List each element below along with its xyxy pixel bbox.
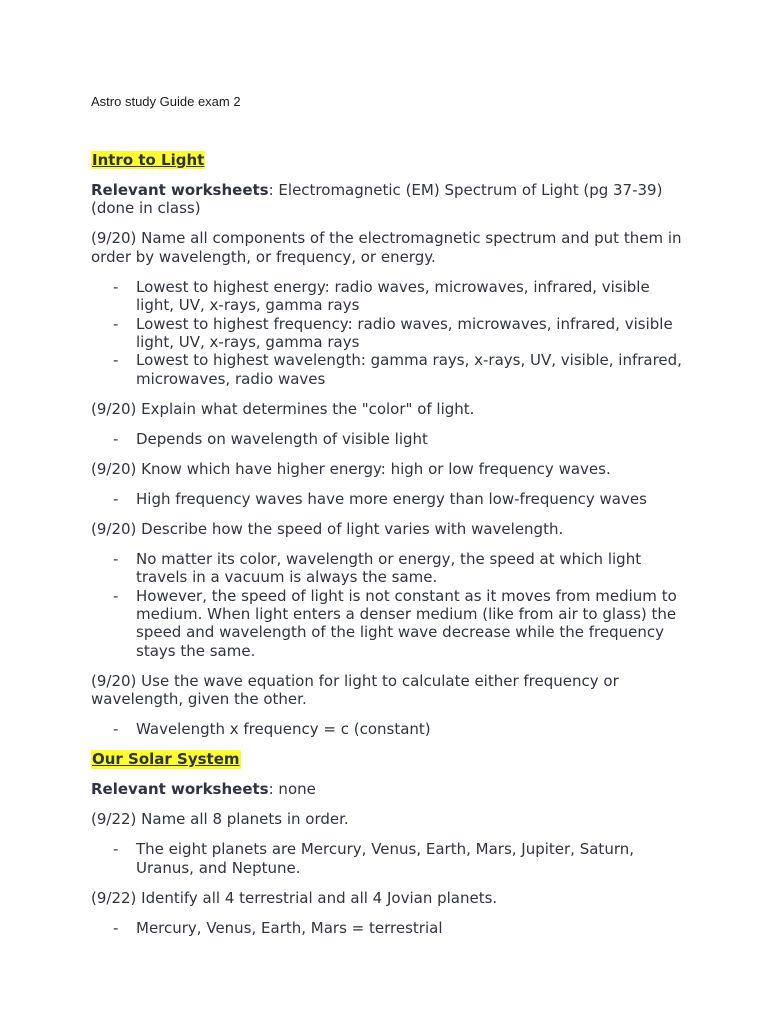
answer-item: - Lowest to highest wavelength: gamma rays, x-rays, UV, visible, infrared, microwaves, radio waves xyxy=(91,351,691,388)
worksheets-label: Relevant worksheets xyxy=(91,780,269,799)
section-heading: Our Solar System xyxy=(92,750,240,769)
answer-list xyxy=(91,278,691,388)
answer-item: - Depends on wavelength of visible light xyxy=(91,430,691,448)
answer-item: - Lowest to highest frequency: radio waves, microwaves, infrared, visible light, UV, x-rays, gamma rays xyxy=(91,315,691,352)
answer-item: - Lowest to highest energy: radio waves, microwaves, infrared, visible light, UV, x-rays, gamma rays xyxy=(91,278,691,315)
question: (9/20) Explain what determines the "color" of light. xyxy=(91,399,475,418)
answer-item: - Mercury, Venus, Earth, Mars = terrestrial xyxy=(91,919,691,937)
answer-list xyxy=(91,550,691,660)
relevant-worksheets xyxy=(91,780,691,798)
answer-item: - No matter its color, wavelength or energy, the speed at which light travels in a vacuum is always the same. xyxy=(91,550,691,587)
worksheets-value: : Electromagnetic (EM) Spectrum of Light (pg 37-39) (done in class) xyxy=(91,181,663,218)
question: (9/20) Know which have higher energy: high or low frequency waves. xyxy=(91,459,611,478)
answer-list xyxy=(91,430,691,448)
worksheets-label: Relevant worksheets xyxy=(91,181,269,199)
document-content xyxy=(91,151,691,949)
relevant-worksheets xyxy=(91,181,691,218)
answer-item: - High frequency waves have more energy than low-frequency waves xyxy=(91,490,691,508)
question: (9/20) Name all components of the electromagnetic spectrum and put them in order by wavelength, or frequency, or energy. xyxy=(91,229,682,266)
answer-item: - Wavelength x frequency = c (constant) xyxy=(91,720,691,738)
document-title: Astro study Guide exam 2 xyxy=(91,94,241,109)
section-heading: Intro to Light xyxy=(92,151,205,169)
question: (9/22) Identify all 4 terrestrial and all 4 Jovian planets. xyxy=(91,888,498,907)
answer-item: - However, the speed of light is not constant as it moves from medium to medium. When light enters a denser medium (like from air to glass) the speed and wavelength of the light wave decrease while the frequency stays the same. xyxy=(91,587,691,661)
section-our-solar-system xyxy=(91,750,691,937)
answer-list xyxy=(91,840,691,877)
worksheets-value: : none xyxy=(268,780,316,799)
answer-item: - The eight planets are Mercury, Venus, Earth, Mars, Jupiter, Saturn, Uranus, and Neptune. xyxy=(91,840,691,877)
question: (9/22) Name all 8 planets in order. xyxy=(91,810,349,829)
answer-list xyxy=(91,919,691,937)
question: (9/20) Use the wave equation for light to calculate either frequency or wavelength, given the other. xyxy=(91,671,619,709)
answer-list xyxy=(91,490,691,508)
question: (9/20) Describe how the speed of light varies with wavelength. xyxy=(91,519,564,538)
section-intro-to-light xyxy=(91,151,691,739)
answer-list xyxy=(91,720,691,738)
